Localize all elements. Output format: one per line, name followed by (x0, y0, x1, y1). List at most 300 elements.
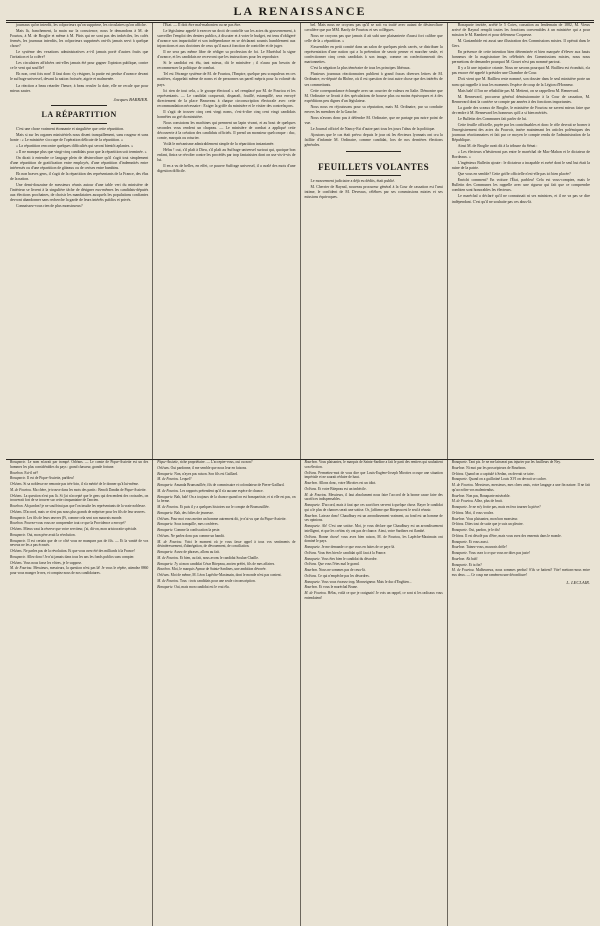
speaker-line: Assez de phrases, allons au fait. (174, 550, 220, 554)
dialogue-line (157, 567, 295, 572)
dialogue-column-4 (447, 460, 594, 926)
speaker-line: Tous : trois candidats pour une seule circonscription. (179, 578, 256, 583)
article-signature: Jacques BARRIER. (113, 96, 149, 102)
article-paragraph: Ajoutons que le cas était prévu: depuis le jour où les électeurs lyonnais ont cru la faillite d'infamie M. Ordinaire, comme candidat, lors de nos dernières élections générales. (304, 132, 443, 148)
speaker-name: Orléans. (304, 573, 317, 578)
article-paragraph: Il s'agit de trouver cinq cent vingt noms, c'est-à-dire cinq cent vingt candidats honnêtes au gré du ministère. (157, 109, 296, 119)
speaker-line: Allons donc, votre Mirottes est un idiot. (318, 481, 377, 485)
dialogue-line (305, 574, 443, 579)
speaker-line: Oui, mon père avait la révolution. (26, 532, 76, 537)
speaker-line: Allez donc! Je n'ai jamais dans tous les ans les fonds publics sans compter. (26, 554, 135, 559)
speaker-name: Bourbon. (157, 567, 171, 572)
speaker-line: Voici le moment où je vous fasse appel à tous vos sentiments de désintéressement, d'abnégation, de dévouement, de conciliation. (157, 539, 296, 549)
dialogue-line (10, 539, 148, 549)
speaker-name: Orléans. (451, 510, 465, 515)
speaker-name: Bonaparte. (451, 505, 468, 509)
column-4 (447, 23, 594, 459)
article-paragraph: Le mouvement judiciaire a déjà eu dédits, était publié. (310, 179, 395, 184)
dialogue-line (452, 551, 590, 556)
speaker-name: Orléans. (157, 465, 170, 470)
speaker-line: Hélas, voilà ce que je craignais! Je vois un rappel, ce sont si les radicaux vous entendaient! (304, 591, 443, 600)
speaker-line: Bah, des folies de jeunesse. (174, 510, 214, 515)
speaker-line: Ah! C'est une sottise. Moi, je vous déclare que Chaudbury est un arrondissement intelligent, et que les crétins n'y ont pas de chance. Ainsi, votre Sardines est flambé. (304, 524, 443, 533)
article-paragraph: M. Gastambide est aussi une illustration des Commissions mixtes. Il opérait dans le Gers. (451, 39, 590, 49)
article-title: LA RÉPARTITION (41, 109, 117, 119)
speaker-name: Orléans. (304, 550, 317, 555)
article-paragraph: C'est la négation la plus téméraire de tous les principes libéraux. (310, 66, 411, 71)
speaker-name: Bonaparte. (10, 532, 27, 537)
dialogue-line (305, 503, 443, 513)
article-text: La réaction a beau retarder l'heure, à beau reculer la date, elle ne recule que pour mieux sauter. (10, 83, 149, 93)
dialogue-line (157, 460, 295, 465)
speaker-name: Bonaparte. (451, 551, 468, 555)
speaker-name: Bonaparte. (451, 460, 468, 464)
speaker-line: Vous nous fasse les vôtres, je le suppose. (23, 560, 83, 565)
dialogue-line (10, 510, 148, 515)
article-paragraph: Il y a là une injustice criante. Nous ne savons pourquoi M. Baillieu est éconduit, n'a pas encore été appelé à présider une Chambre de Cour. (451, 66, 590, 76)
article-text: Eh non, cent fois non! Il faut donc s'y résigner, la partie est perdue d'avance devant le suffrage universel, devant la nation froissée, aigrie et malmenée. (10, 72, 149, 82)
dialogue-line (305, 514, 443, 524)
speaker-line: Tant pis. Je ne me laisserai pas injurier par les fusilleurs de Ney. (468, 460, 561, 464)
speaker-name: Orléans. (10, 560, 23, 565)
speaker-line: Vous êtes bien le candidat qu'il faut à la France. (317, 550, 387, 555)
speaker-name: Bourbon. (451, 556, 466, 561)
article-paragraph: Que vous en semble? Cette griffe officielle n'est-elle pas ici bien placée? (457, 172, 571, 177)
dialogue-line (305, 551, 443, 556)
dialogue-line (10, 482, 148, 487)
speaker-line: Ni moi par les proscripteurs de Bourbons. (466, 465, 527, 470)
speaker-name: Orléans. (304, 534, 317, 539)
dialogue-line (10, 488, 148, 493)
article-paragraph: C'est une chose vraiment étonnante et singulière que cette répartition. (16, 126, 125, 131)
dialogue-column-3 (300, 460, 447, 926)
article-paragraph: Nous constatons les machines qui prennent un lapin vivant, et au bout de quelques secondes vous rendent un chapeau. — Le ministère de combat a appliqué cette découverte à la création des candidats officiels. Il prend un monsieur quelconque : duc, comte, marquis ou roturier. (157, 120, 296, 140)
dialogue-line (10, 555, 148, 560)
dialogue-line (157, 540, 295, 550)
article-paragraph: Plusieurs journaux réactionnaires publient à grand fracas diverses lettres de M. Ordinaire, ex-député du Rhône, où il est question de tout autre chose que des intérêts de ses commettants. (304, 72, 443, 87)
dialogue-line (305, 557, 443, 562)
speaker-line: Messieurs, messieurs, mes chers amis, votre langage a une fin nature. Il ne fait qu'accroître vos malentendus. (451, 483, 591, 492)
article-paragraph: Eh non braves gens, il s'agit de la répartition des représentants de la France, des élus de la nation. (10, 172, 149, 182)
dialogue-line (305, 524, 443, 534)
speaker-name: Bourbon. (10, 470, 24, 475)
dialogue-line (157, 556, 295, 561)
dialogue-line (452, 517, 590, 522)
dialogue-line (452, 460, 590, 465)
speaker-line: Vous plaisantez, le marquis de Saintz-Sardine a fait le parti des rentiers qui souhaitent son élection. (304, 460, 443, 469)
speaker-line: Tainez-vous, mauvais drôle! (466, 545, 507, 550)
dialogue-line (305, 493, 443, 503)
speaker-line: Je me demande ce que vous en faites de ce pays-là. (321, 545, 396, 549)
article-paragraph: Le Journal officiel de Nancy-Est d'autre part tous les jours l'abus de la politique. (310, 126, 436, 131)
speaker-name: Orléans. (10, 549, 23, 553)
speaker-line: Messieurs, messieurs, la question n'est pas là! Je vous le répète, attendez 8860 pour vous manger le nez, et comptez nous de nos candidatures. (10, 566, 149, 575)
article-paragraph: Il en a vu de belles, en effet, ce pauvre Suffrage universel, il a avalé des mots d'une digestion difficile. (157, 164, 296, 174)
article-paragraph: l'État. — Il doit être mal-mahonien ou ne pas être. (163, 23, 242, 27)
article-paragraph: Connaissez-vous rien de plus monstrueux? (16, 204, 83, 209)
speaker-name: M. de Fourtou. (157, 578, 180, 583)
speaker-line: Et bien, au fait, nous avons le candidat Soulan-Chaille. (179, 555, 259, 560)
speaker-name: M. de Fourtou. (157, 477, 180, 482)
speaker-line: Et vous aussi. (468, 539, 489, 544)
speaker-line: Moi, il vous voulez. (465, 510, 494, 515)
dialogue-line (10, 471, 148, 476)
speaker-name: Bonaparte. (304, 556, 321, 561)
dialogue-column-1 (6, 460, 152, 926)
article-paragraph: Une demi-douzaine de messieurs réunis autour d'une table vert du ministère de l'intérieur se livrent à la singulière tâche de désigner eux-mêmes les candidats-députés aux élections prochaines, de choisir les mandataires auxquels les populations confiantes devront abandonner sans recherche la garde de leurs intérêts publics et privés. (10, 183, 149, 203)
dialogue-line (452, 505, 590, 510)
dialogue-line (452, 545, 590, 550)
dialogue-line (157, 550, 295, 555)
column-2 (152, 23, 299, 459)
speaker-name: Bonaparte. (157, 550, 174, 554)
dialogue-line (305, 471, 443, 481)
speaker-name: M. de Fourtou. (157, 555, 180, 560)
speaker-name: Orléans. (451, 533, 465, 538)
speaker-line: Oui, mais mon candidat est le vrai élu. (174, 584, 230, 589)
speaker-line: Nous ne sommes pas de ceux-là. (318, 568, 366, 572)
speaker-line: Et votre Bitepeau est un imbécile. (317, 486, 367, 491)
speaker-name: M. de Fourtou. (451, 499, 474, 504)
article-body (305, 179, 443, 200)
dialogue-line (305, 585, 443, 590)
speaker-name: Bonaparte. (157, 584, 174, 589)
speaker-line: Mieux vaut la réserve que votre serviteur, j'ai, dit-on, mon aristocratie spéciale. (23, 527, 138, 531)
speaker-line: Ah pardon! je ne souffrirai pas que l'on insulte les représentants de la vraie noblesse. (24, 504, 146, 508)
article-paragraph: On dirait à entendre ce langage plein de désinvolture qu'il s'agit tout simplement d'une répartition de gratification entre employés, d'une répartition d'indemnités entre intéressés ou d'une répartition de gâteaux ou de cerises entre bambins. (10, 155, 149, 170)
dialogue-line (157, 477, 295, 482)
dialogue-line (10, 476, 148, 481)
speaker-line: J'y ai mon candidat César Bitepeau, ancien préfet, fils de mes affaires. (174, 561, 276, 566)
speaker-name: Bonaparte. (157, 471, 174, 476)
speaker-line: Messieurs, il faut absolument nous faire l'accord de la bonne cause faire des sacrifices indispensables. (304, 492, 443, 502)
speaker-line: Oui pardonne, il me semble que nous leur en faisons. (170, 465, 247, 470)
article-paragraph: Le législateur appelé à exercer un droit de contrôle sur les actes du gouvernement, à surveiller l'emploi des deniers publics, à discuter et à voter le budget, est tenu d'obligeré d'avance son impartialité et son indépendance en se déclarant soumis humblement aux injonctions et aux doctrines de ceux qu'il aura à fonction de contrôler et de juger. (157, 29, 296, 49)
speaker-line: Non, n'ayez pas raison. Son fils est Gaillard. (174, 471, 238, 476)
dialogue-line (157, 483, 295, 488)
speaker-name: Orléans. (304, 562, 317, 567)
dialogue-line (305, 568, 443, 573)
dialogue-line (157, 528, 295, 533)
dialogue-columns (6, 460, 594, 926)
speaker-line: Vous osez à ce que vous ne dites pas juste! (468, 551, 530, 555)
dialogue-line (10, 516, 148, 521)
dialogue-line (305, 481, 443, 486)
speaker-name: Bonaparte. (10, 476, 27, 481)
speaker-line: riche propriétaire. — L'accepter-vous, oui ou non? (179, 460, 253, 464)
separator (346, 151, 401, 152)
speaker-name: M. de Fourtou. (451, 483, 474, 487)
dialogue-line (452, 483, 590, 493)
speaker-name: Orléans. (451, 522, 465, 527)
dialogue-line (452, 499, 590, 504)
article-text: Mais là, franchement, la main sur la conscience, nous le demandons à M. de Fourtou, à M. de Broglie et même à M. Pâris qui ne sont pas des imbéciles, les cafés fermés, les journaux interdits, les colporteurs supprimés ont-ils jamais servi à quelque chose? (10, 29, 149, 49)
article-text: Le système des vexations administratives a-t-il jamais porté d'autres fruits que l'irritation et la colère? (10, 50, 149, 60)
article-body (305, 23, 443, 148)
article-paragraph: Enrichi comment? En voiture l'État, parbleu! Cela est vous-comptez, mais le Bulletin des Communes les rappelle avec une rigueur qui fait que ce comprendre combien sont honorables les électeurs. (451, 178, 590, 193)
speaker-line: Les fils de leurs œuvres (Fi, comme cela sent son mauvais monde. (26, 515, 123, 520)
speaker-line: La question n'est pas là. Si j'ai n'accepté que le gens qui descendent des croisades, on trouverait fort de se trouver sur cette cinquantaine de l'ancien. (10, 493, 149, 503)
separator (346, 175, 401, 176)
speaker-line: Ne parlez pas de la révolution. Et que vous avez été des milliards à la France! (23, 549, 135, 553)
speaker-name: Bonaparte. (304, 545, 321, 549)
dialogue-line (452, 563, 590, 568)
dialogue-line (452, 528, 590, 533)
article-paragraph: Voilà le mécanisme admirablement simple de la répartition instantanée. (163, 142, 275, 147)
speaker-name: Bonaparte. (10, 460, 27, 464)
speaker-name: Bourbon. (304, 481, 318, 485)
speaker-line: Vous plaisantez, mon bon monsieur. (466, 516, 518, 521)
dialogue-line (10, 527, 148, 532)
dialogue-line (157, 495, 295, 505)
dialogue-line (10, 566, 148, 576)
article-paragraph: Mais si sur les organes ministériels nous disent tranquillement, sans rougeur et sans honte : « Le ministère s'occupe de l'opération délicate de la répartition. » (10, 132, 149, 142)
article-paragraph: L'ingénieux Bulletin ajoute : le dictateur a incapable et avéré dont le seul but était la ruine de la patrie. (451, 161, 590, 171)
speaker-line: Quand on a capitulé à Sedan, on devrait se taire. (465, 471, 535, 476)
speaker-line: Sous tranquille, mes confrères. (174, 522, 219, 527)
speaker-line: Si sa noblesse ne remonte pas très-loin, il n'a mérité de le donner qu'à lui-même. (23, 482, 139, 486)
speaker-line: Je ne m'y frotte pas, mais en fera tourner la pièce? (468, 505, 541, 509)
dialogue-line (157, 505, 295, 510)
article-paragraph: « La répartition rencontre quelques difficultés qui seront bientôt aplanies. » (16, 143, 134, 148)
column-3 (300, 23, 447, 459)
speaker-name: Bonaparte. (157, 494, 174, 499)
dialogue-line (157, 517, 295, 522)
dialogue-line (305, 545, 443, 550)
speaker-line: Lequel? (179, 477, 192, 482)
speaker-name: Orléans. (451, 471, 465, 476)
article-paragraph: En présence de cette intention bien déterminée et bien marquée d'élever aux hauts honneurs de la magistrature les célébrités des Commissions mixtes, nous nous permettons de demander pourquoi M. Gouet n'est pas nommé partout. (451, 50, 590, 65)
speaker-name: Bourbon. (304, 585, 318, 590)
speaker-name: Orléans. (304, 470, 317, 475)
article-paragraph: La garde des sceaux de Broglie, le ministère de Fourtou ne savent mieux faire que de rendre à M. Rennevard les honneurs qu'il a si bien mérités. (451, 105, 590, 115)
dialogue-line (157, 579, 295, 584)
dialogue-line (157, 573, 295, 578)
dialogue-line (452, 477, 590, 482)
separator (51, 105, 106, 106)
speaker-name: M. de Fourtou. (451, 568, 475, 573)
article-paragraph: S'assembler en petit comité dans un salon de quelques pieds carrés, se distribuer la représentation d'une nation qui a la prétention de savoir penser et marcher seule, et confectionner cinq cents candidats à son image, comme on confectionnerait des marionnettes. (304, 45, 443, 65)
speaker-name: Bonaparte. (304, 524, 321, 528)
article-paragraph: Bonaparte invitée, arrêté le 5 Cotes, cassation au lendemain de 1882, M. Vieux arrivé de Raynal remplit toutes les fonctions convenables à un ministère qui a pour mission le M. Rambert et pour défenseur Coquesse. (451, 23, 590, 38)
speaker-name: Bonaparte. (157, 561, 174, 566)
dialogue-line (452, 466, 590, 471)
speaker-name: M. de Fourtou. (10, 566, 33, 571)
speaker-name: Bonaparte. (304, 579, 321, 584)
speaker-name: Orléans. (10, 509, 23, 514)
speaker-name: Bonaparte. (10, 538, 27, 543)
dialogue-line (452, 557, 590, 562)
article-body (157, 23, 295, 174)
speaker-line: Bah, bah! On a toujours de la chance quand on est bonapartiste, et si elle est pas, on la ferme. (157, 494, 296, 504)
speaker-line: Les rapports prétendent qu'il n'a aucune espèce de chance. (179, 488, 264, 493)
speaker-name: M. de Fourtou. (10, 487, 32, 492)
speaker-name: Orléans. (157, 516, 170, 521)
dialogue-column-2 (152, 460, 299, 926)
speaker-name: Pique-Assiette, (157, 460, 179, 464)
dialogue-line (10, 494, 148, 504)
article-text: Les circulaires affichées ont-elles jamais été pour gagner l'opinion publique, contre ce le vent qui souffle? (10, 61, 149, 71)
dialogue-line (305, 580, 443, 585)
speaker-line: Il est certain que de ce côté vous ne manquez pas de fils. — Et la vanité de vos neveux ne les a pas écrasés. (10, 538, 149, 548)
speaker-line: D'accord, mais ce n'est pas nous plus grands de mépriser pour les fils de leur œuvres. (23, 509, 146, 514)
speaker-name: Orléans. (157, 573, 170, 577)
speaker-line: Allez, plus de bruit. (474, 499, 503, 504)
speaker-line: Moi de même, M. Léon Lapêche-Maximain, dont le monde n'est pas content. (170, 573, 282, 577)
dialogue-line (452, 540, 590, 545)
article-paragraph: bel. Mais nous ne croyons pas qu'il se soit vu traité avec autant de désinvolture cavalière que par MM. Bardy de Fourtou et ses collègues. (304, 23, 443, 33)
article-text: journaux qu'on interdit, les colporteurs qu'on supprime, les circulaires qu'on affiche. (16, 23, 147, 27)
speaker-line: Oui, pardon, je le dis! (468, 528, 501, 532)
dialogue-line (10, 504, 148, 509)
section-title: FEUILLETS VOLANTES (318, 162, 430, 173)
speaker-line: Comme la confiscation la peste. (174, 528, 221, 532)
top-columns (6, 23, 594, 459)
article-body (452, 23, 590, 205)
speaker-line: Pour moi vous mettez un homme autrement dit, je n'ai vu que du Pique-Assiette. (170, 516, 287, 521)
dialogue-line (157, 562, 295, 567)
speaker-line: Ah bah! (465, 556, 478, 561)
speaker-name: Bonaparte. (10, 515, 27, 520)
speaker-name: Bourbon. (451, 545, 466, 550)
speaker-name: Bourbon. (451, 465, 466, 470)
speaker-name: Bonaparte. (157, 522, 174, 527)
masthead: LA RENAISSANCE (233, 4, 367, 18)
speaker-line: Amanda Brunsouillée, fils de commissaire et cofondateur de Pierre-Gaillard. (174, 483, 285, 487)
article-paragraph: Nous ne croyons pas que jamais il ait subi une plaisanterie d'aussi fort calibre que celle de la « répartition. » (304, 34, 443, 44)
speaker-name: Bonaparte. (451, 477, 468, 482)
article-paragraph: Il ne sera pas même libre de rédiger sa profession de foi. Le Maréchal la signe d'avance, et les candidats ne recevront que les instructions pour les reproduire. (157, 50, 296, 60)
dialogue-signature: L. LECLAIR. (566, 579, 590, 585)
dialogue-line (157, 489, 295, 494)
dialogue-line (305, 487, 443, 492)
dialogue-line (452, 522, 590, 527)
speaker-line: Et puis il y a quelques histoires sur le compte de Brunsouillée. (179, 505, 270, 509)
article-paragraph: Si le candidat est élu, tant mieux, dit le ministère ; il n'aura pas besoin de recommencer la politique de combat. (157, 61, 296, 71)
article-paragraph: Ici rien de tout cela, « le groupe électoral » sel remplacé par M. de Fourtou et les représentants. — Le candidat craquerait, disparaît, fouillé, estampillé, sera envoyé directement de la place Beauveau à chaque circonscription électorale avec cette recommandation nécessaire : Exiger la griffe du ministère et le visiter des contrefaçons. (157, 88, 296, 108)
article-paragraph: Mais bah! il l'on ne réhabilite pas M. Mettent, on se rappellera M. Rennevard. (457, 88, 579, 93)
dialogue-line (452, 494, 590, 499)
speaker-line: Ce qui n'empêche pas les désordres. (317, 573, 370, 578)
dialogue-line (157, 534, 295, 539)
speaker-name: Bourbon. (304, 513, 318, 518)
speaker-name: Bonaparte. (157, 483, 174, 487)
speaker-name: Bonaparte. (304, 503, 321, 507)
speaker-line: Il est de Pique-Assiette, parbleu! (26, 476, 74, 481)
speaker-line: Vous vous écrasez trop, Monseigneur. Mais le duc d'Enghien... (321, 579, 412, 584)
dialogue-line (305, 562, 443, 567)
article-paragraph: M. Cherrier de Raynal, nouveau procureur général à la Cour de cassation est l'ami intime, le confident de M. Deveaux, célèbres par ses commissions mixtes et ses missions équivoques. (304, 185, 443, 200)
speaker-name: Bonaparte. (451, 528, 468, 532)
article-paragraph: Ainsi M. de Broglie avait dit à la tribune du Sénat : (457, 144, 538, 149)
article-paragraph: Nous n'avons donc pas à défendre M. Ordinaire, que ne partage pas notre point de vue. (304, 115, 443, 125)
article-paragraph: Cette correspondance échangée avec un courrier de valeurs en Italie. Démontre que M. Ordinaire se livrait à des spéculations de bourse plus ou moins équivoques et à des expéditions peu dignes d'un législateur. (304, 88, 443, 103)
article-paragraph: Cette feuille officielle, payée par les contribuables et donc le rôle devrait se borner à l'enregistrement des actes du Pouvoir, insère maintenant les articles polémiques des journaux réactionnaires et fait par ce moyen le compte rendu de l'administration de la République. (451, 122, 590, 142)
column-1 (6, 23, 152, 459)
speaker-line: Il est désolé pas d'être, mais vous avez des ennemis dans le monde. (465, 533, 562, 538)
speaker-name: Bonaparte. (10, 554, 27, 559)
speaker-name: Bourbon. (304, 568, 318, 572)
dialogue-line (305, 591, 443, 601)
speaker-line: Vous êtes bien le candidat du désordre. (321, 556, 378, 561)
speaker-line: Bonne chose! vous avez bien raison, M. de Fourtou, les Lapêche-Maximain ont dominé le pays. (304, 534, 443, 544)
speaker-name: Orléans. (304, 486, 317, 491)
article-paragraph: Le maréchal a déclaré qu'il ne connaissait ni ses ministres, et il ne va pas se dire indépendant. C'est qu'il ne souhaite pas ces abus-là. (451, 194, 590, 204)
speaker-name: M. de Fourtou. (157, 488, 180, 493)
dialogue-line (452, 534, 590, 539)
article-paragraph: « Les électeurs n'hésiteront pas entre le maréchal de Mac-Mahon et le dictateur de Bordeaux. » (451, 150, 590, 160)
article-paragraph: Le Bulletin des Communes fait parler de lui. (457, 116, 528, 121)
dialogue-line (157, 472, 295, 477)
speaker-line: Permettez-moi de vous dire que Louis-Eugène-Joseph Mirottes occupe une situation impériale et ne saurait réduire de haut. (304, 470, 443, 480)
dialogue-line (305, 460, 443, 470)
dialogue-line (157, 511, 295, 516)
dialogue-line (10, 521, 148, 526)
speaker-name: Bonaparte. (157, 528, 174, 532)
speaker-line: Quand on a guillotiné Louis XVI on devrait se cacher. (468, 477, 547, 482)
speaker-line: Est-il né? (24, 470, 39, 475)
speaker-line: Malheureux, nous sommes perdus! S'ils se battent? Vite! mettons-nous entre eux deux. — Ce coup me ramènera une déconfiture! (451, 568, 590, 577)
speaker-name: Orléans. (157, 533, 170, 538)
dialogue-line (452, 568, 590, 578)
speaker-name: Bourbon. (10, 521, 24, 526)
article-paragraph: « Il ne manque plus que vingt-cinq candidats pour que la répartition soit terminée. » (16, 149, 147, 154)
speaker-line: D'accord, mais à faut que ces sacrifices servent à quelque chose. Rayer le candidat qui a le plus de chances serait une sottise. Or, j'affirme que Bitepeau est le seul à réussir. (304, 503, 443, 512)
article-paragraph: Tel est l'étrange système de M. de Fourtou, l'Empire, quelque peu scrupuleux en ces matières, n'appelait même de noms et de personnes un pareil mépris pour la volonté du pays. (157, 72, 296, 87)
speaker-line: Pouvez-vous vous ne comprendre tout ce que la Providence a envoyé? (24, 521, 126, 526)
speaker-name: Bonaparte. (451, 562, 468, 567)
speaker-name: Bourbon. (304, 460, 318, 464)
dialogue-line (10, 533, 148, 538)
article-paragraph: D'où vient que M. Baillieu reste nommé, son dossier dans le seul ministère porte un nom qui rappelle à tous les moments l'espèce de coup de la Légion d'Honneur. (451, 77, 590, 87)
speaker-name: Orléans. (10, 482, 23, 486)
speaker-name: M. de Fourtou. (157, 505, 180, 509)
speaker-name: M. de Fourtou. (304, 591, 327, 595)
dialogue-line (10, 561, 148, 566)
dialogue-line (305, 535, 443, 545)
dialogue-line (157, 522, 295, 527)
dialogue-line (452, 511, 590, 516)
speaker-name: Bonaparte. (157, 510, 174, 515)
speaker-line: Et ta fin? (468, 562, 482, 567)
article-body (10, 127, 148, 210)
dialogue-line (10, 460, 148, 470)
speaker-name: Orléans. (10, 527, 23, 531)
speaker-name: Bonaparte. (451, 539, 468, 544)
speaker-name: M. de Fourtou. (304, 492, 328, 497)
dialogue-line (157, 585, 295, 590)
dialogue-line (10, 549, 148, 554)
dialogue-line (452, 472, 590, 477)
speaker-line: Ne parlez donc pas comme un bandit. (170, 533, 225, 538)
dialogue-line (157, 466, 295, 471)
article-paragraph: M. Rennevard, procureur général démissionnaire à la Cour de cassation, M. Rennevard dont la carrière se compte par années à des fonctions importantes. (451, 94, 590, 104)
speaker-line: Et vous le maréchal Brune. (318, 585, 358, 590)
speaker-name: M. de Fourtou. (157, 539, 183, 544)
article-paragraph: Hélas ! oui, s'il plaît à Dieu, s'il plaît au Suffrage universel surtout qui, quoique bon enfant, finira se révolter contre les procédés par trop fantaisistes dont on use vis-à-vis de lui. (157, 148, 296, 163)
speaker-name: Orléans. (10, 493, 23, 498)
speaker-line: Non pas, Bonaparte misérable. (466, 493, 511, 498)
speaker-line: Le nom m'avait par trompé. Orléans. — Le comte de Pique-Assiette est un des hommes les plus considérables du pays : grand chasseur, grande fortune. (10, 460, 149, 469)
speaker-name: Bourbon. (10, 504, 24, 508)
speaker-line: Que vous l'êtes mal le grand. (317, 562, 360, 567)
speaker-line: Ma chère, je trouve dans les mots des partis : Benoît Dandin de Pique-Assiette. (32, 487, 147, 492)
speaker-name: Bourbon. (451, 516, 466, 521)
speaker-line: Moi, le marquis Aymar de Saintz-Sardines, une ambition dévorée. (171, 567, 267, 572)
speaker-line: Dites tout de suite que je suis un pleutre. (465, 522, 524, 527)
separator (51, 123, 106, 124)
article-paragraph: Nous nous en réjouissons pour sa réputation, mais M. Ordinaire, par sa conduite envers les membres de la Gauche. (304, 104, 443, 114)
